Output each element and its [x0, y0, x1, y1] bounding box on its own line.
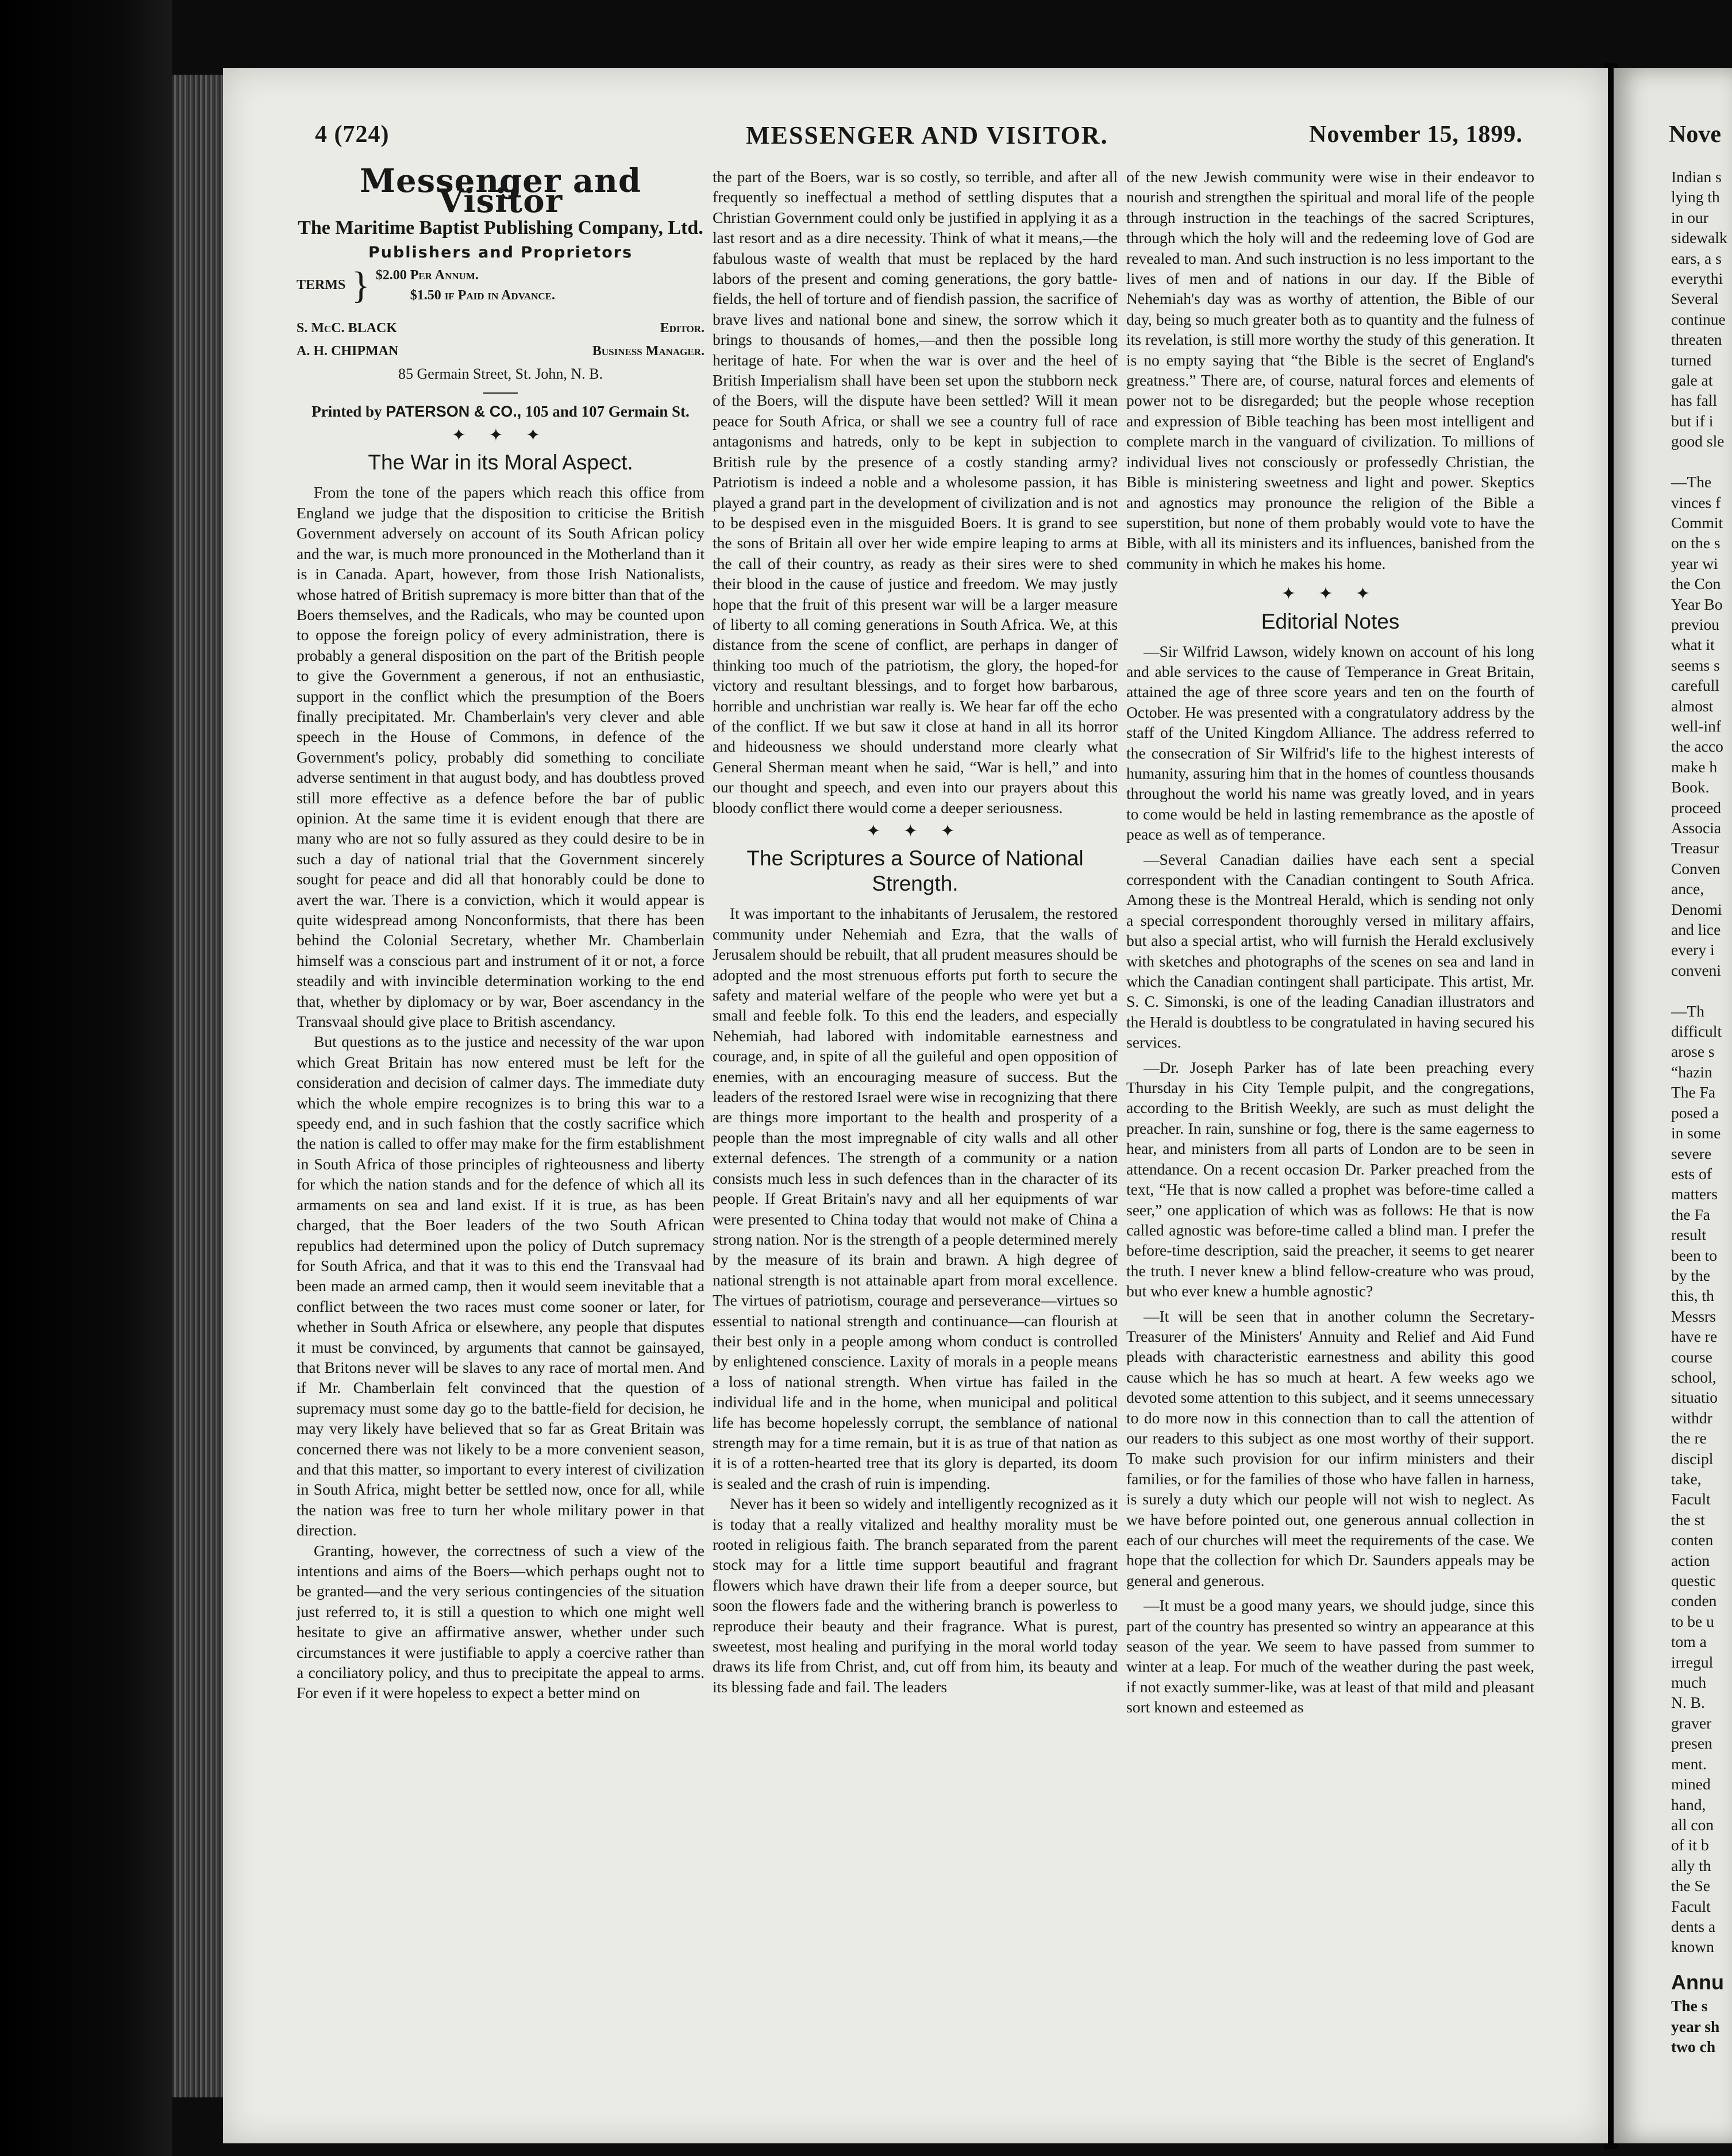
facing-page-line: in our — [1671, 208, 1708, 226]
facing-page-line: graver — [1671, 1714, 1712, 1732]
column-1 — [297, 162, 705, 1703]
facing-page-line: The Fa — [1671, 1083, 1716, 1102]
facing-page-line: the re — [1671, 1429, 1707, 1447]
facing-page-line: has fall — [1671, 391, 1718, 410]
facing-page-line: ests of — [1671, 1164, 1712, 1183]
facing-page-line: tom a — [1671, 1633, 1707, 1651]
facing-page-line: in some — [1671, 1124, 1721, 1142]
facing-page-line: Facult — [1671, 1897, 1711, 1915]
facing-page-line: the Fa — [1671, 1205, 1710, 1223]
facing-page-fragment — [1614, 68, 1732, 2143]
article-heading: The War in its Moral Aspect. — [368, 451, 633, 475]
facing-page-line: this, th — [1671, 1287, 1714, 1305]
facing-page-line: carefull — [1671, 676, 1719, 695]
facing-page-line: withdr — [1671, 1408, 1712, 1427]
facing-page-line: but if i — [1671, 411, 1714, 430]
facing-page-line: conten — [1671, 1531, 1714, 1549]
facing-page-line: conden — [1671, 1592, 1717, 1610]
facing-page-line: good sle — [1671, 432, 1725, 451]
ornament-icon: ✦ ✦ ✦ — [1281, 584, 1380, 604]
facing-page-line: mined — [1671, 1775, 1711, 1793]
article-paragraph: But questions as to the justice and necessity of the war upon which Great Britain has now entered must be left for the consideration and decision of calmer days. The immediate duty which the whole empire recognizes is to bring this war to a speedy end, and in such fashion that the costly sacrifice which the nation is called to offer may make for the firm establishment in South Africa of those principles of righteousness and liberty for which the nation stands and for the defence of which all its armaments on sea and land exist. If it is true, as has been charged, that the Boer leaders of the two South African republics had determined upon the policy of Dutch supremacy for South Africa, and that it was to this end the Transvaal had been made an armed camp, then it would seem inevitable that a conflict between the two races must come sooner or later, for whether in South Africa or elsewhere, any people that disputes it must be convinced, by arguments that cannot be gainsayed, that Britons never will be slaves to any race of mortal men. And if Mr. Chamberlain felt convinced that the question of supremacy must some day go to the battle-field for decision, he may very likely have believed that so far as Great Britain was concerned there was not likely to be a more convenient season, and that this matter, so important to every interest of civilization in South Africa, might better be settled now, once for all, while the nation was free to turn her whole military power in that direction. — [297, 1033, 705, 1539]
editorial-note: —It must be a good many years, we should judge, since this part of the country has presented so wintry an appearance at this season of the year. We seem to have passed from summer to winter at a leap. For much of the weather during the past week, if not exactly summer-like, was at least of that mild and pleasant sort known and esteemed as — [1126, 1596, 1534, 1716]
printer-line — [297, 402, 705, 422]
facing-page-line: every i — [1671, 941, 1715, 959]
facing-page-line: by the — [1671, 1266, 1710, 1284]
facing-page-line: all con — [1671, 1815, 1714, 1834]
issue-date: November 15, 1899. — [1309, 121, 1523, 148]
subscription-terms — [297, 265, 705, 306]
facing-page-line: on the s — [1671, 534, 1721, 552]
facing-page-line: discipl — [1671, 1449, 1714, 1468]
facing-page-line: turned — [1671, 351, 1712, 369]
column-3 — [1126, 167, 1534, 1718]
facing-page-line: everythi — [1671, 270, 1723, 288]
facing-page-line: make h — [1671, 757, 1718, 776]
facing-page-text — [1671, 167, 1732, 2057]
office-address: 85 Germain Street, St. John, N. B. — [398, 365, 603, 383]
column-2 — [713, 167, 1118, 1697]
newspaper-page — [223, 68, 1608, 2143]
facing-page-line: Messrs — [1671, 1307, 1716, 1325]
facing-page-line: vinces f — [1671, 493, 1721, 511]
facing-page-line: previou — [1671, 615, 1720, 633]
ornament-icon: ✦ ✦ ✦ — [451, 426, 550, 445]
facing-page-line: Denomi — [1671, 900, 1722, 918]
facing-page-line: the acco — [1671, 737, 1723, 756]
facing-page-line: have re — [1671, 1327, 1718, 1346]
facing-page-line — [1671, 452, 1732, 472]
facing-page-line: sidewalk — [1671, 229, 1727, 247]
facing-page-line: ally th — [1671, 1856, 1711, 1874]
facing-page-line: to be u — [1671, 1612, 1714, 1630]
facing-page-line: lying th — [1671, 188, 1720, 206]
editorial-note: —It will be seen that in another column the Secretary-Treasurer of the Ministers' Annuity and Relief and Aid Fund pleads with characteristic earnestness and ability this good cause which he has so much at heart. A few weeks ago we devoted some attention to this subject, and it seems unnecessary to do more now in this connection than to call the attention of our readers to this subject as one most worthy of their support. To make such provision for our infirm ministers and their families, or for the families of those who have fallen in harness, is surely a duty which our people will not wish to neglect. As we have before pointed out, one generous annual collection in each of our churches will meet the requirements of the case. We hope that the collection for which Dr. Saunders appeals may be general and generous. — [1126, 1307, 1534, 1589]
facing-page-line: the Se — [1671, 1877, 1710, 1895]
facing-page-line: almost — [1671, 696, 1714, 715]
facing-page-line: —The — [1671, 473, 1712, 491]
manager-role: Business Manager. — [592, 343, 705, 359]
facing-page-line: of it b — [1671, 1836, 1709, 1854]
facing-page-line: well-inf — [1671, 717, 1722, 735]
printer-name: PATERSON & CO., — [386, 402, 522, 420]
terms-line: $1.50 if Paid in Advance. — [410, 288, 555, 303]
facing-page-line: continue — [1671, 310, 1726, 328]
facing-page-line: school, — [1671, 1368, 1716, 1386]
editor-line — [297, 318, 705, 338]
facing-page-line: The s — [1671, 1997, 1708, 2015]
facing-page-line: questic — [1671, 1572, 1716, 1590]
facing-page-line: course — [1671, 1348, 1712, 1366]
facing-page-line: take, — [1671, 1470, 1702, 1488]
facing-page-line: ance, — [1671, 880, 1704, 898]
facing-page-line: presen — [1671, 1734, 1712, 1753]
facing-page-line: Several — [1671, 290, 1719, 308]
facing-page-line: ment. — [1671, 1754, 1707, 1773]
ornament-icon: ✦ ✦ ✦ — [866, 822, 964, 841]
facing-page-line: situatio — [1671, 1388, 1718, 1407]
running-title: MESSENGER AND VISITOR. — [746, 121, 1109, 149]
facing-page-line: action — [1671, 1551, 1710, 1569]
facing-page-line: Conven — [1671, 859, 1721, 877]
brace-icon: } — [352, 264, 370, 307]
facing-page-line: the st — [1671, 1510, 1705, 1529]
editorial-note: —Several Canadian dailies have each sent a special correspondent with the Canadian contingent to South Africa. Among these is the Montreal Herald, which is sending not only a special correspondent thoroughly versed in military affairs, but also a special artist, who will furnish the Herald exclusively with sketches and photographs of the scenes on sea and land in which the Canadian contingent shall participate. This artist, Mr. S. C. Simonski, is one of the leading Canadian illustrators and the Herald is doubtless to be congratulated in having secured his services. — [1126, 850, 1534, 1052]
article-heading: The Scriptures a Source of National Strength. — [746, 846, 1084, 896]
facing-page-line: N. B. — [1671, 1693, 1705, 1712]
facing-page-line: Year Bo — [1671, 595, 1723, 613]
facing-page-line: the Con — [1671, 575, 1721, 593]
facing-page-line: Treasur — [1671, 839, 1719, 857]
editor-name: S. McC. BLACK — [297, 321, 397, 336]
printer-address: 105 and 107 Germain St. — [525, 402, 690, 420]
terms-label: TERMS — [297, 278, 346, 293]
facing-page-line: arose s — [1671, 1042, 1715, 1061]
editorial-note: —Dr. Joseph Parker has of late been preaching every Thursday in his City Temple pulpit, and the congregations, according to the British Weekly, are such as must delight the preacher. In rain, sunshine or fog, there is the same eagerness to hear, and ministers from all parts of London are to be seen in attendance. On a recent occasion Dr. Parker preached from the text, “He that is now called a prophet was before-time called a seer,” one application of which was as follows: He that is now called agnostic was before-time called a blind man. I prefer the before-time description, said the preacher, it seems to get nearer the truth. I never knew a blind fellow-creature who was proud, but who ever knew a humble agnostic? — [1126, 1058, 1534, 1300]
facing-page-line: “hazin — [1671, 1062, 1712, 1081]
facing-page-line: threaten — [1671, 330, 1722, 349]
facing-page-line: seems s — [1671, 656, 1720, 674]
facing-page-line: result — [1671, 1226, 1707, 1244]
publisher-role: Publishers and Proprietors — [368, 244, 633, 262]
article-paragraph: Granting, however, the correctness of such a view of the intentions and aims of the Boers—which perhaps ought not to be granted—and the very serious contingencies of the situation just referred to, it is still a question to which one might well hesitate to give an affirmative answer, whether under such circumstances it were justifiable to apply a coercive rather than a conciliatory policy, and thus to precipitate the appeal to arms. For even if it were hopeless to expect a better mind on — [297, 1541, 705, 1702]
facing-page-line: irregul — [1671, 1653, 1714, 1671]
section-heading: Editorial Notes — [1261, 609, 1400, 633]
facing-page-line: posed a — [1671, 1103, 1719, 1122]
facing-page-line: severe — [1671, 1144, 1712, 1162]
facing-page-line: much — [1671, 1673, 1707, 1692]
facing-page-footer — [1671, 1996, 1732, 2057]
divider — [483, 392, 518, 394]
facing-page-line: Indian s — [1671, 168, 1722, 186]
facing-page-line: Book. — [1671, 778, 1710, 796]
facing-page-line: hand, — [1671, 1795, 1706, 1814]
article-paragraph: From the tone of the papers which reach this office from England we judge that the disposition to criticise the British Government adversely on account of its South African policy and the war, is much more pronounced in the Motherland than it is in Canada. Apart, however, from those Irish Nationalists, whose hatred of British supremacy is more bitter than that of the Boers themselves, and the Radicals, who may be counted upon to oppose the foreign policy of every administration, there is probably a general disposition on the part of the British people to give the Government a generous, if not an enthusiastic, support in the conflict which the presumption of the Boers finally precipitated. Mr. Chamberlain's very clever and able speech in the House of Commons, in defence of the Government's policy, probably did something to conciliate adverse sentiment in that august body, and has doubtless proved still more effective as a defence before the bar of public opinion. At the same time it is evident enough that there are many who are not so fully assured as they could desire to be in such a day of national trial that the Government sincerely sought for peace and did all that honorably could be done to avert the war. There is a conviction, which it would appear is quite widespread among Nonconformists, that there has been behind the Colonial Secretary, whether Mr. Chamberlain himself was a conscious part and instrument of it or not, a force steadily and with invincible determination working to the end that, whether by diplomacy or by war, Boer ascendancy in the Transvaal should give place to British ascendancy. — [297, 483, 705, 1031]
facing-page-line: difficult — [1671, 1022, 1722, 1041]
facing-page-line: proceed — [1671, 798, 1722, 817]
editor-role: Editor. — [660, 321, 705, 336]
facing-page-line: gale at — [1671, 371, 1713, 390]
article-paragraph: It was important to the inhabitants of Jerusalem, the restored community under Nehemiah and Ezra, that the walls of Jerusalem should be rebuilt, that all prudent measures should be adopted and the most strenuous efforts put forth to secure the safety and material welfare of the people who were yet but a small and feeble folk. To this end the leaders, and especially Nehemiah, had labored with indomitable earnestness and courage, and, in spite of all the guileful and open opposition of enemies, with an encouraging measure of success. But the leaders of the restored Israel were wise in recognizing that there are things more important to the health and prosperity of a people than the most impregnable of city walls and all other external defences. The strength of a community or a nation consists much less in such defences than in the character of its people. If Great Britain's navy and all her equipments of war were presented to China today that would not make of China a strong nation. Nor is the strength of a people determined merely by the measure of its brain and brawn. A high degree of national strength is not attainable apart from moral excellence. The virtues of patriotism, courage and perseverance—virtues so essential to national strength and continuance—can flourish at their best only in a people among whom conduct is controlled by enlightened conscience. Laxity of morals in a people means a loss of national strength. When virtue has failed in the individual life and in the home, when municipal and political life has become hopelessly corrupt, the semblance of national strength may for a time remain, but it is as true of that nation as it is of a rotten-hearted tree that its glory is departed, its doom is sealed and the crash of ruin is impending. — [713, 904, 1118, 1492]
facing-page-line: known — [1671, 1938, 1714, 1956]
facing-page-line: Facult — [1671, 1490, 1711, 1508]
printer-prefix: Printed by — [311, 402, 382, 420]
facing-page-header: Nove — [1669, 121, 1721, 148]
facing-page-line: conveni — [1671, 961, 1722, 979]
facing-page-line: Associa — [1671, 819, 1722, 837]
facing-page-line: two ch — [1671, 2037, 1716, 2055]
article-paragraph: of the new Jewish community were wise in their endeavor to nourish and strengthen the spiritual and moral life of the people through instruction in the teachings of the sacred Scriptures, through which the holy will and the redeeming love of God are revealed to man. And such instruction is no less important to the lives of men and of nations in our day. If the Bible of Nehemiah's day was as worthy of attention, the Bible of our day, being so much greater both as to quantity and the fulness of its revelation, is still more worthy the study of this generation. It is no empty saying that “the Bible is the secret of England's greatness.” There are, of course, natural forces and elements of power not to be disregarded; but the people whose reception and expression of Bible teaching has been most intelligent and complete march in the vanguard of civilization. To millions of individual lives not consciously or professedly Christian, the Bible is ministering sweetness and light and power. Skeptics and agnostics may pronounce the religion of the Bible a superstition, but none of them probably would vote to have the Bible, with all its ministers and its influences, banished from the community in which he makes his home. — [1126, 168, 1534, 572]
editorial-note: —Sir Wilfrid Lawson, widely known on account of his long and able services to the cause of Temperance in Great Britain, attained the age of three score years and ten on the fourth of October. He was presented with a congratulatory address by the staff of the United Kingdom Alliance. The address referred to the consecration of Sir Wilfrid's life to the highest interests of humanity, assuring him that in the homes of countless thousands throughout the world his name was greatly loved, and in years to come would be held in lasting remembrance as the apostle of peace as well as of temperance. — [1126, 642, 1534, 844]
facing-page-line: been to — [1671, 1246, 1718, 1264]
facing-page-heading: Annu — [1671, 1970, 1724, 1994]
scanner-background — [0, 0, 172, 2156]
facing-page-line: dents a — [1671, 1917, 1716, 1935]
facing-page-line: —Th — [1671, 1002, 1705, 1020]
facing-page-line: what it — [1671, 636, 1715, 654]
terms-line: $2.00 Per Annum. — [375, 267, 479, 283]
facing-page-line: and lice — [1671, 921, 1721, 939]
article-paragraph: the part of the Boers, war is so costly, so terrible, and after all frequently so ineffectual a method of settling disputes that a Christian Government could only be justified in applying it as a last resort and as a dire necessity. Think of what it means,—the fabulous waste of wealth that must be replaced by the hard labors of the present and coming generations, the gory battle-fields, the hell of torture and of fiendish passion, the sacrifice of brave lives and national bone and sinew, the sorrow which it brings to thousands of homes,—and then the possible long heritage of hate. For when the war is over and the heel of British Imperialism shall have been set upon the stubborn neck of the Boers, will the dispute have been settled? Will it mean peace for South Africa, or shall we see a country full of race antagonisms and hatreds, only to be kept in subjection to British rule by the presence of a costly standing army? Patriotism is indeed a noble and a wholesome passion, it has played a grand part in the development of civilization and is not to be despised even in the misguided Boers. It is grand to see the sons of Britain all over her wide empire leaping to arms at the call of their country, as ready as their sires were to shed their blood in the cause of justice and freedom. We may justly hope that the fruit of this present war will be a larger measure of liberty to all coming generations in South Africa. We, at this distance from the scene of conflict, are perhaps in danger of thinking too much of the patriotism, the glory, the hoped-for victory and resultant blessings, and to forget how barbarous, horrible and unchristian war really is. We hear far off the echo of the conflict. If we but saw it close at hand in all its horror and hideousness we should understand more clearly what General Sherman meant when he said, “War is hell,” and into our thought and speech, and even into our prayers about this bloody conflict there would come a deeper seriousness. — [713, 168, 1118, 817]
article-paragraph: Never has it been so widely and intelligently recognized as it is today that a really vitalized and healthy morality must be rooted in religious faith. The branch separated from the parent stock may for a little time support beautiful and fragrant flowers which have drawn their life from a deeper source, but soon the flowers fade and the withering branch is powerless to reproduce their beauty and their fragrance. What is purest, sweetest, most healing and purifying in the moral world today draws its life from Christ, and, cut off from him, its beauty and its blessing fade and fail. The leaders — [713, 1495, 1118, 1696]
facing-page-line: ears, a s — [1671, 249, 1722, 267]
facing-page-line: year wi — [1671, 554, 1718, 572]
publisher-name: The Maritime Baptist Publishing Company, Ltd. — [298, 217, 703, 238]
manager-line — [297, 341, 705, 361]
facing-page-line: year sh — [1671, 2017, 1720, 2035]
page-number: 4 (724) — [315, 121, 390, 148]
manager-name: A. H. CHIPMAN — [297, 343, 399, 359]
facing-page-line: matters — [1671, 1185, 1718, 1203]
facing-page-line: Commit — [1671, 513, 1723, 532]
masthead-title: Messenger and Visitor — [360, 162, 641, 221]
facing-page-line — [1671, 980, 1732, 1000]
